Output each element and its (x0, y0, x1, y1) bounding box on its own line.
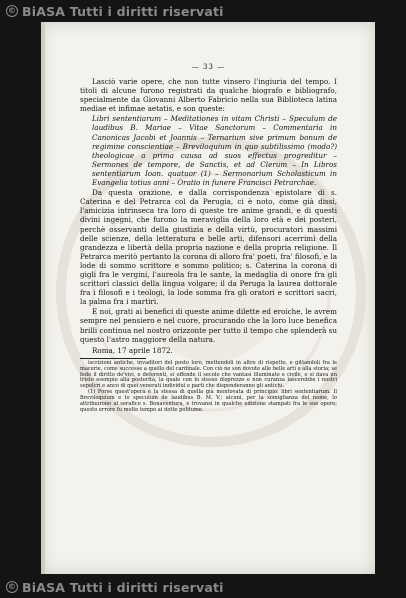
copyright-banner-text: BiASA Tutti i diritti riservati (22, 579, 224, 595)
page-number: — 33 — (191, 63, 226, 71)
footnote-1: (1) Forse quest'opera è la stessa di quella già mentovata di principio: libri sententiarum. Il Breviloquium e lo speculum de laudibus B. M. V.; alcuni, per la somiglianza del nome, lo attribuirono al serafico s. Bonaventura, e trovansi in qualche edizione stampati fra le sue opere; questo errore fu molto tempo ai dotte politume. (80, 389, 337, 413)
copyright-banner-top (0, 0, 406, 22)
copyright-seal-icon: © (7, 6, 17, 15)
copyright-seal-icon: © (7, 582, 17, 591)
copyright-banner-text: BiASA Tutti i diritti riservati (22, 3, 224, 19)
paragraph-closing: E noi, grati ai benefici di queste anime dilette ed eroiche, le avrem sempre nel pensiero e nel cuore, procurando che la loro luce benefica brilli continua nel nostro orizzonte per tutto il tempo che splenderà su questo l'astro maggiore della natura. (80, 307, 337, 344)
footnote-divider (80, 358, 146, 359)
footnote-continued: iscrizioni antiche, invaditori del posto loro, mettendoli in altro di rispetto, e gittandoli fra le macerie, come successe a quello del cardinale. Con ciò ne son dovute alle belle arti e alla storia; se fede il diritto de'vivi, e deferenti, si offende il secolo che vantasi illuminato e civile, e si dava un tristo esempio alla posterità, la quale con lo stesso disprezzo e non curanza lascerebbe i nostri sepolcri e anco di quei venerati individui e parti che dispenderanno gli antichi. (80, 359, 337, 390)
document-page (41, 22, 375, 574)
page-content (80, 63, 337, 413)
paragraph-intro: Lasciò varie opere, che non tutte vinsero l'ingiuria del tempo. I titoli di alcune furono registrati da qualche biografo e bibliografo, specialmente da Giovanni Alberto Fabricio nella sua Biblioteca latina mediae et infimae aetatis, e son queste: (80, 77, 337, 114)
copyright-banner-bottom (0, 576, 406, 598)
dateline: Roma, 17 aprile 1872. (92, 345, 173, 355)
paragraph-works-list: Libri sententiarum – Meditationes in vitam Christi – Speculum de laudibus B. Mariae – Vitae Sanctorum – Commentaria in Canonicas Jacobi et Joannis – Ternarium sive primum bonum de regimine conscientiae – Breviloquium in quo subtilissimo (modo?) theologicae a prima causa ad suos effectus progreditur – Sermones de tempore, de Sanctis, et ad Clerum – In Libros sententiarum Ioan. quatuor (1) – Sermonarium Scholasticum in Evangelia totius anni – Oratio in funere Francisci Petrarchae. (92, 114, 337, 188)
page-binding-edge (41, 22, 45, 574)
paragraph-friendship: Da questa orazione, e dalla corrispondenza epistolare di s. Caterina e del Petrarca col da Perugia, ci è noto, come già dissi, l'amicizia intrinseca tra loro di queste tre anime grandi, e di questi divini ingegni, che furono la meraviglia della loro età e dei posteri, perchè osservanti della giustizia e della virtù, procuratori massimi delle scienze, della letteratura e belle arti, difensori acerrimi della grandezza e libertà della propria nazione e della propria religione. Il Petrarca meritò pertanto la corona di alloro fra' poeti, fra' filosofi, e la lode di sommo scrittore e sommo politico; s. Caterina la corona di gigli fra le vergini, l'aureola fra le sante, la medaglia di onore fra gli scrittori classici della lingua volgare; il da Peruga la laurea dottorale fra i filosofi e i teologi, la lode somma fra gli oratori e scrittori sacri, la palma fra i martiri. (80, 188, 337, 307)
